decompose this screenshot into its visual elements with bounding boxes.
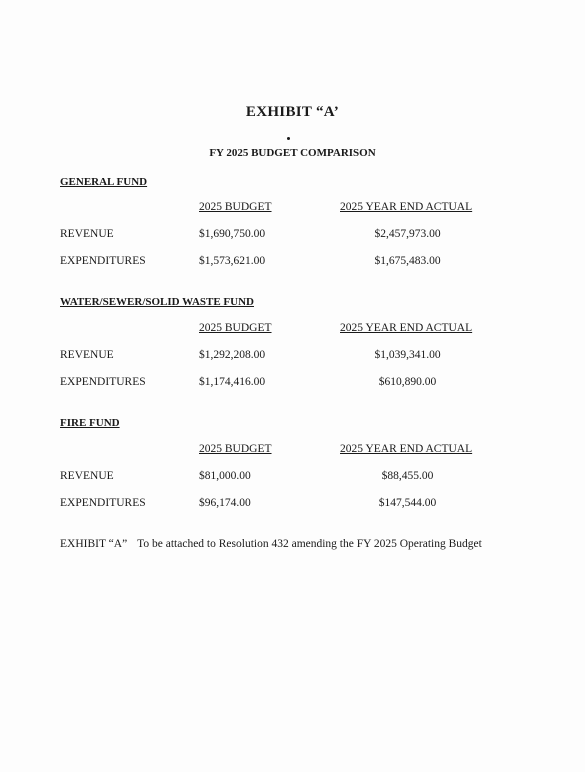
row-label-expenditures: EXPENDITURES — [60, 255, 146, 267]
footer-note — [60, 538, 482, 550]
footer-exhibit-reference: EXHIBIT “A” — [60, 538, 128, 550]
fund-heading-fire: FIRE FUND — [60, 417, 120, 429]
column-header-actual: 2025 YEAR END ACTUAL — [340, 322, 473, 334]
budget-value: $81,000.00 — [199, 470, 251, 482]
budget-value: $96,174.00 — [199, 497, 251, 509]
budget-value: $1,690,750.00 — [199, 228, 266, 240]
row-label-revenue: REVENUE — [60, 470, 114, 482]
footer-note-text: To be attached to Resolution 432 amending the FY 2025 Operating Budget — [137, 538, 482, 550]
fund-heading-general: GENERAL FUND — [60, 176, 148, 188]
actual-value: $610,890.00 — [378, 376, 437, 388]
row-label-revenue: REVENUE — [60, 228, 114, 240]
actual-value: $88,455.00 — [381, 470, 434, 482]
column-header-budget: 2025 BUDGET — [199, 201, 272, 213]
actual-value: $147,544.00 — [378, 497, 437, 509]
actual-value: $2,457,973.00 — [374, 228, 441, 240]
row-label-revenue: REVENUE — [60, 349, 114, 361]
page-subtitle: FY 2025 BUDGET COMPARISON — [209, 147, 376, 159]
row-label-expenditures: EXPENDITURES — [60, 376, 146, 388]
budget-value: $1,174,416.00 — [199, 376, 266, 388]
page-title: EXHIBIT “A’ — [245, 104, 340, 120]
actual-value: $1,039,341.00 — [374, 349, 441, 361]
fund-heading-water-sewer: WATER/SEWER/SOLID WASTE FUND — [60, 296, 254, 308]
column-header-budget: 2025 BUDGET — [199, 322, 272, 334]
stray-mark — [287, 137, 290, 140]
actual-value: $1,675,483.00 — [374, 255, 441, 267]
column-header-actual: 2025 YEAR END ACTUAL — [340, 443, 473, 455]
column-header-budget: 2025 BUDGET — [199, 443, 272, 455]
row-label-expenditures: EXPENDITURES — [60, 497, 146, 509]
budget-value: $1,292,208.00 — [199, 349, 266, 361]
column-header-actual: 2025 YEAR END ACTUAL — [340, 201, 473, 213]
budget-value: $1,573,621.00 — [199, 255, 266, 267]
